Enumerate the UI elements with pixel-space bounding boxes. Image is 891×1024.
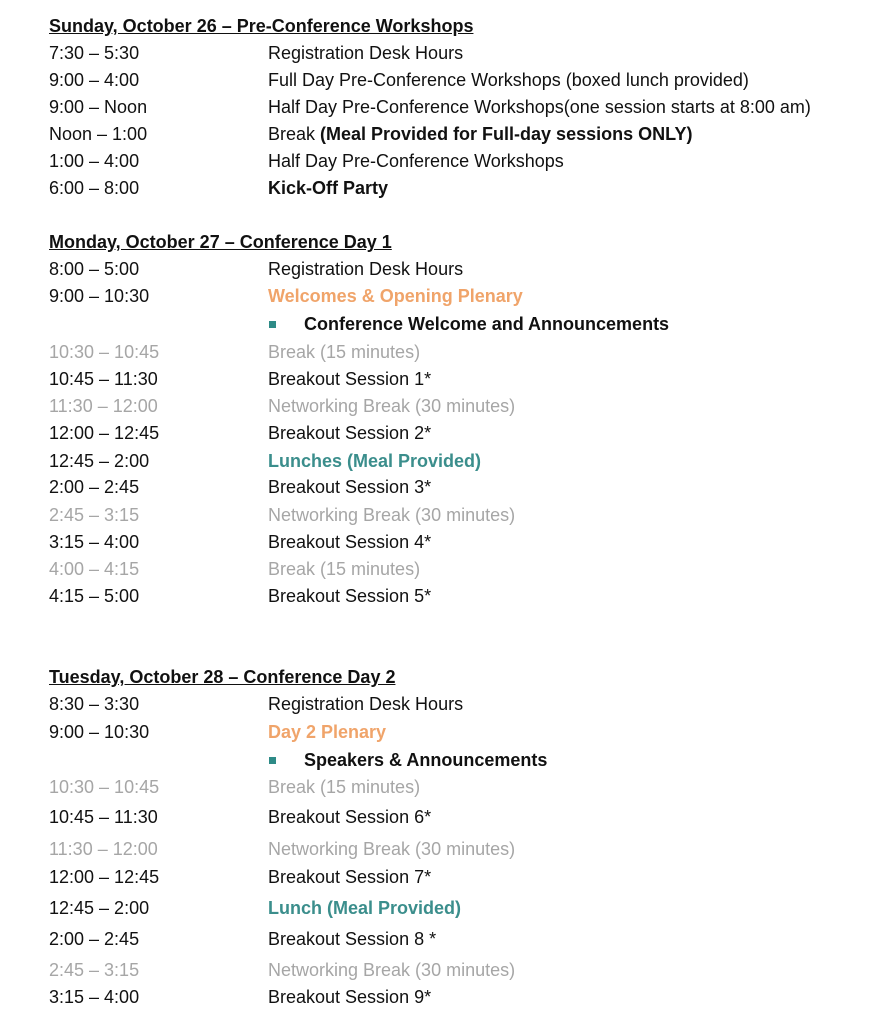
schedule-row [0,476,891,498]
activity-label: Breakout Session 8 * [268,929,437,949]
schedule-row [0,450,891,472]
schedule-row [0,123,891,145]
schedule-row [0,285,891,307]
time-range: 2:00 – 2:45 [49,929,140,949]
activity-part: Break [268,124,321,144]
square-bullet-icon [269,757,276,764]
schedule-row [0,866,891,888]
sub-item-label: Speakers & Announcements [304,750,548,770]
activity-label: Networking Break (30 minutes) [268,396,516,416]
time-range: 10:45 – 11:30 [49,369,158,389]
time-range: 6:00 – 8:00 [49,178,140,198]
activity-label: Networking Break (30 minutes) [268,505,516,525]
activity-label: Half Day Pre-Conference Workshops(one session starts at 8:00 am) [268,97,811,117]
time-range: 12:45 – 2:00 [49,898,150,918]
activity-label: Registration Desk Hours [268,694,464,714]
schedule-row [0,749,891,771]
schedule-row [0,96,891,118]
activity-label: Networking Break (30 minutes) [268,960,516,980]
schedule-row [0,897,891,919]
activity-label: Welcomes & Opening Plenary [268,286,523,306]
square-bullet-icon [269,321,276,328]
activity-label [268,123,692,145]
time-range: 12:00 – 12:45 [49,867,160,887]
time-range: 2:00 – 2:45 [49,477,140,497]
activity-label: Breakout Session 5* [268,586,432,606]
day-heading: Monday, October 27 – Conference Day 1 [49,232,392,252]
activity-label: Break (15 minutes) [268,342,421,362]
activity-label: Half Day Pre-Conference Workshops [268,151,564,171]
activity-label: Breakout Session 1* [268,369,432,389]
schedule-row [0,177,891,199]
schedule-row [0,258,891,280]
schedule-row [0,959,891,981]
time-range: 9:00 – 10:30 [49,722,150,742]
schedule-row [0,313,891,335]
day-heading: Sunday, October 26 – Pre-Conference Workshops [49,16,474,36]
schedule-row [0,395,891,417]
activity-label: Full Day Pre-Conference Workshops (boxed lunch provided) [268,70,749,90]
time-range: 8:00 – 5:00 [49,259,140,279]
sub-item-label: Conference Welcome and Announcements [304,314,670,334]
time-range: 1:00 – 4:00 [49,151,140,171]
schedule-row [0,928,891,950]
schedule-row [0,150,891,172]
time-range: 12:45 – 2:00 [49,451,150,471]
activity-label: Registration Desk Hours [268,43,464,63]
time-range: 12:00 – 12:45 [49,423,160,443]
activity-label: Breakout Session 3* [268,477,432,497]
time-range: 11:30 – 12:00 [49,396,158,416]
schedule-row [0,721,891,743]
time-range: 3:15 – 4:00 [49,532,140,552]
schedule-row [0,776,891,798]
time-range: 11:30 – 12:00 [49,839,158,859]
schedule-row [0,341,891,363]
schedule-row [0,585,891,607]
time-range: 3:15 – 4:00 [49,987,140,1007]
schedule-row [0,986,891,1008]
time-range: 9:00 – 4:00 [49,70,140,90]
activity-label: Day 2 Plenary [268,722,387,742]
time-range: Noon – 1:00 [49,124,148,144]
activity-label: Lunches (Meal Provided) [268,451,482,471]
time-range: 2:45 – 3:15 [49,960,140,980]
schedule-row [0,504,891,526]
schedule-row [0,693,891,715]
activity-label: Break (15 minutes) [268,559,421,579]
schedule-row [0,838,891,860]
time-range: 7:30 – 5:30 [49,43,140,63]
time-range: 8:30 – 3:30 [49,694,140,714]
schedule-row [0,531,891,553]
schedule-row [0,558,891,580]
activity-part: (Meal Provided for Full-day sessions ONLY) [320,124,693,144]
activity-label: Breakout Session 9* [268,987,432,1007]
activity-label: Break (15 minutes) [268,777,421,797]
time-range: 10:45 – 11:30 [49,807,158,827]
time-range: 10:30 – 10:45 [49,777,160,797]
activity-label: Lunch (Meal Provided) [268,898,462,918]
activity-label: Kick-Off Party [268,178,389,198]
activity-label: Registration Desk Hours [268,259,464,279]
time-range: 2:45 – 3:15 [49,505,140,525]
activity-label: Breakout Session 6* [268,807,432,827]
schedule-row [0,422,891,444]
schedule-row [0,42,891,64]
schedule-row [0,69,891,91]
activity-label: Breakout Session 2* [268,423,432,443]
activity-label: Breakout Session 7* [268,867,432,887]
time-range: 9:00 – Noon [49,97,148,117]
activity-label: Networking Break (30 minutes) [268,839,516,859]
time-range: 10:30 – 10:45 [49,342,160,362]
time-range: 4:00 – 4:15 [49,559,140,579]
activity-label: Breakout Session 4* [268,532,432,552]
schedule-row [0,368,891,390]
day-heading: Tuesday, October 28 – Conference Day 2 [49,667,396,687]
time-range: 9:00 – 10:30 [49,286,150,306]
time-range: 4:15 – 5:00 [49,586,140,606]
schedule-row [0,806,891,828]
